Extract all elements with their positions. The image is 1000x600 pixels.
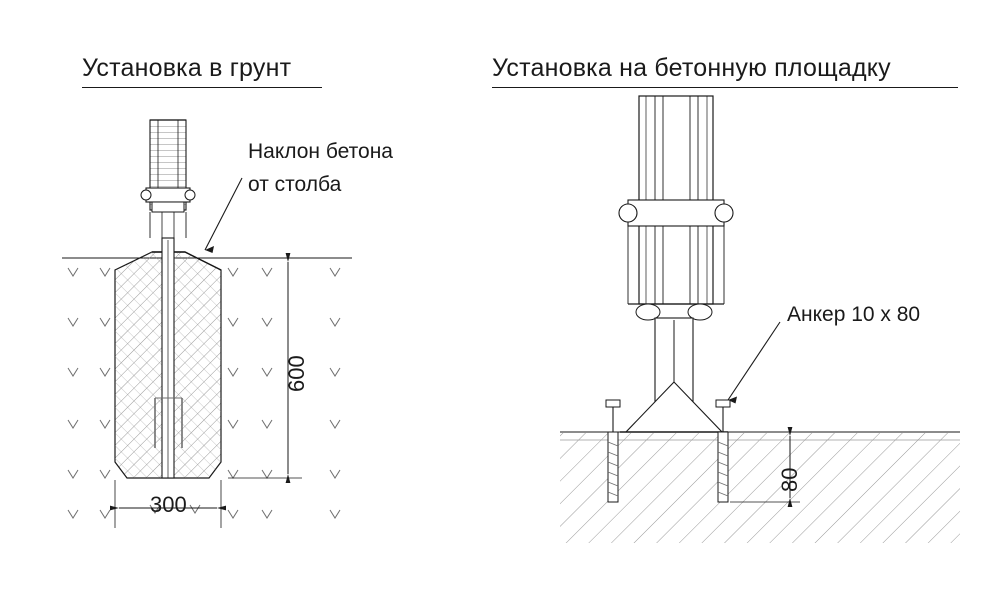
slope-callout-line2: от столба [248,173,342,196]
concrete-slab-hatch [560,433,960,543]
slope-callout-line1: Наклон бетона [248,140,393,163]
base-plate-gussets [626,382,722,432]
post-collar [146,188,190,202]
left-figure-title-underline [82,87,322,88]
dimension-label-80: 80 [777,467,802,492]
left-figure-title: Установка в грунт [82,54,292,82]
dimension-label-300: 300 [150,492,187,517]
right-figure-title: Установка на бетонную площадку [492,54,891,82]
post-hinge-detail [628,200,724,226]
anchor-callout-label: Анкер 10 x 80 [787,303,921,326]
anchor-callout-leader [728,322,780,400]
slope-callout-leader [205,178,242,250]
right-figure-title-underline [492,87,958,88]
dimension-label-600: 600 [284,355,309,392]
